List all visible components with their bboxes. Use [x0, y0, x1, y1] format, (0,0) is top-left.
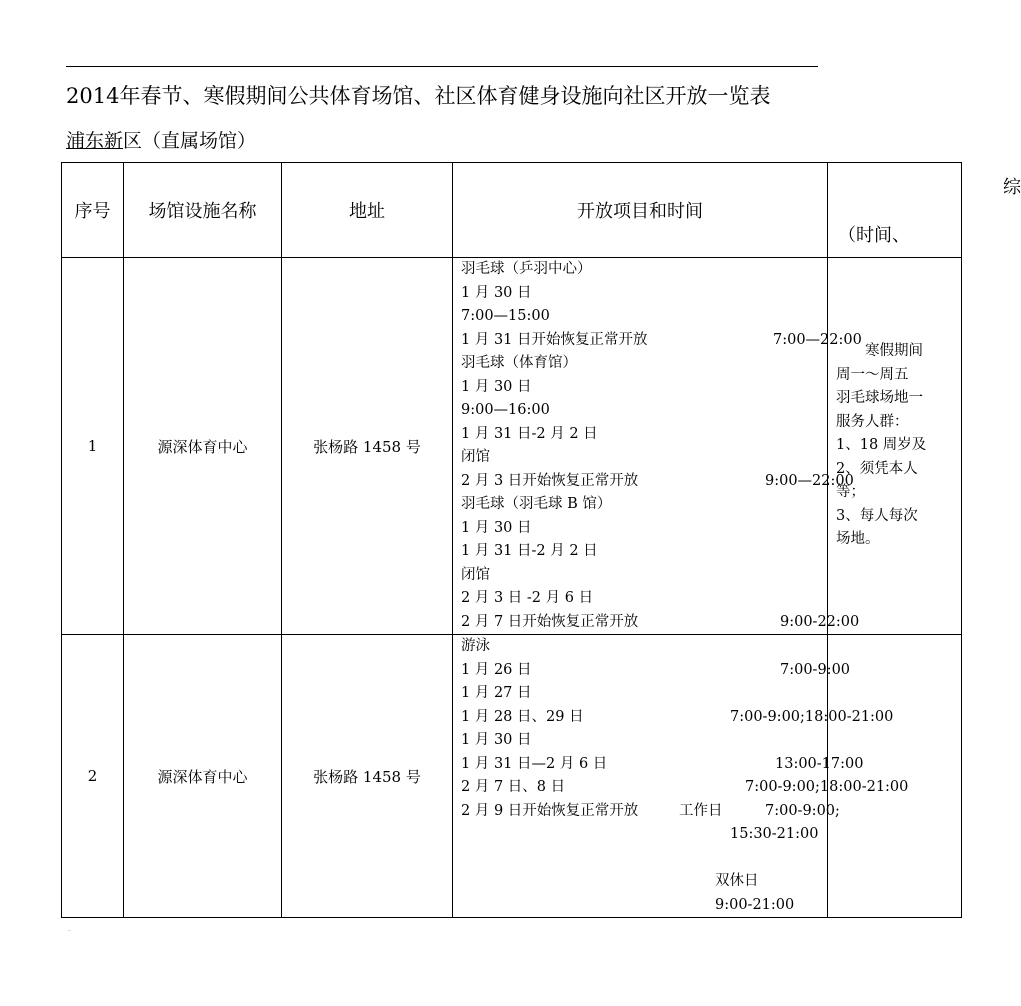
schedule-line [453, 305, 827, 329]
header-row [62, 163, 962, 258]
schedule-text: 闭馆 [461, 449, 490, 465]
schedule-line [453, 587, 827, 611]
schedule-time: 9:00—22:00 [765, 472, 854, 489]
service-info-line: 等； [836, 484, 865, 500]
schedule-text: 7:00—15:00 [461, 308, 550, 324]
top-rule [66, 66, 818, 67]
table-frame [61, 162, 1021, 916]
schedule-time: 7:00-9:00;18:00-21:00 [730, 708, 894, 725]
schedule-text: 1 月 30 日 [461, 284, 532, 301]
page-mark [68, 930, 71, 931]
schedule-text: 9:00—16:00 [461, 402, 550, 418]
service-info-line: 3、每人每次 [836, 507, 918, 524]
schedule-time: 7:00—22:00 [773, 331, 862, 348]
schedule-line [453, 800, 840, 824]
schedule-line [453, 329, 862, 353]
district-name: 浦东新 [66, 130, 124, 152]
schedule-text: 羽毛球（乒羽中心） [461, 261, 592, 277]
venue-address: 张杨路 1458 号 [282, 258, 453, 635]
schedule-text: 1 月 31 日开始恢复正常开放 [461, 331, 648, 348]
schedule-time: 7:00-9:00 [780, 661, 851, 678]
schedule-text: 1 月 26 日 [461, 661, 532, 678]
schedule-time: 9:00-22:00 [780, 613, 860, 630]
schedule-line [453, 894, 827, 918]
schedule-text: 1 月 30 日 [461, 732, 532, 748]
header-open-items: 开放项目和时间 [453, 163, 828, 258]
service-info-cell [828, 258, 962, 635]
schedule-time: 13:00-17:00 [775, 755, 864, 772]
schedule-text: 2 月 3 日 -2 月 6 日 [461, 590, 594, 606]
schedule-line [453, 352, 827, 376]
schedule-text: 1 月 30 日 [461, 378, 532, 395]
schedule-text: 羽毛球（体育馆） [461, 355, 577, 371]
service-info-line: 寒假期间 [836, 343, 923, 359]
service-info-line: 1、18 周岁及 [836, 437, 927, 453]
header-address: 地址 [282, 163, 453, 258]
schedule-text: 1 月 30 日 [461, 519, 532, 536]
venue-name: 源深体育中心 [124, 635, 282, 918]
schedule-text: 1 月 31 日-2 月 2 日 [461, 543, 598, 559]
schedule-line [453, 399, 827, 423]
schedule-text: 2 月 9 日开始恢复正常开放 [461, 802, 639, 819]
open-items-cell [453, 635, 909, 918]
schedule-line [453, 282, 827, 306]
schedule-line [453, 659, 851, 683]
venue-table [61, 162, 1021, 918]
schedule-text: 2 月 3 日开始恢复正常开放 [461, 472, 639, 489]
schedule-line [453, 753, 864, 777]
schedule-text: 2 月 7 日、8 日 [461, 779, 566, 795]
schedule-line [453, 540, 827, 564]
service-info-line: 羽毛球场地一 [836, 390, 923, 406]
district-suffix: 区（直属场馆） [123, 130, 257, 152]
schedule-line [453, 823, 827, 847]
schedule-line [453, 376, 827, 400]
schedule-time: 15:30-21:00 [730, 826, 819, 842]
schedule-text: 2 月 7 日开始恢复正常开放 [461, 613, 639, 630]
schedule-line [453, 470, 854, 494]
schedule-text: 1 月 27 日 [461, 685, 532, 701]
schedule-line [453, 776, 909, 800]
schedule-text: 1 月 31 日—2 月 6 日 [461, 755, 608, 772]
schedule-line [453, 423, 827, 447]
header-number: 序号 [62, 163, 124, 258]
schedule-text: 游泳 [461, 638, 490, 654]
schedule-line [453, 870, 827, 894]
schedule-line [453, 517, 827, 541]
schedule-time: 双休日 [715, 873, 759, 889]
header-service-info [828, 163, 1021, 258]
header-service-bottom: （时间、 [838, 225, 910, 246]
schedule-text: 1 月 28 日、29 日 [461, 708, 584, 725]
header-service-top: 综 [1003, 177, 1021, 198]
schedule-line [453, 706, 894, 730]
row-number: 2 [62, 635, 124, 918]
service-info-line: 2、须凭本人 [836, 460, 918, 477]
schedule-line [453, 729, 827, 753]
venue-address: 张杨路 1458 号 [282, 635, 453, 918]
open-items-list [453, 635, 909, 917]
page-title: 2014年春节、寒假期间公共体育场馆、社区体育健身设施向社区开放一览表 [66, 84, 771, 108]
service-info-line: 服务人群： [836, 413, 909, 430]
service-info-list [828, 258, 961, 552]
schedule-line [453, 682, 827, 706]
schedule-text: 羽毛球（羽毛球 B 馆） [461, 496, 612, 512]
table-row [62, 635, 962, 918]
schedule-line [453, 847, 827, 871]
schedule-time: 9:00-21:00 [715, 896, 795, 913]
schedule-line [453, 258, 827, 282]
service-info-line: 周一～周五 [836, 366, 909, 383]
district-label [66, 126, 256, 153]
venue-name: 源深体育中心 [124, 258, 282, 635]
schedule-text: 1 月 31 日-2 月 2 日 [461, 425, 598, 442]
schedule-line [453, 635, 827, 659]
schedule-line [453, 493, 827, 517]
schedule-line [453, 446, 827, 470]
schedule-line [453, 564, 827, 588]
schedule-text: 闭馆 [461, 566, 490, 583]
schedule-time: 7:00-9:00; [765, 802, 840, 819]
header-venue-name: 场馆设施名称 [124, 163, 282, 258]
table-row [62, 258, 962, 635]
service-info-line: 场地。 [836, 531, 880, 547]
schedule-line [453, 611, 860, 635]
row-number: 1 [62, 258, 124, 635]
schedule-time: 7:00-9:00;18:00-21:00 [745, 779, 909, 795]
schedule-day-type: 工作日 [679, 802, 723, 819]
